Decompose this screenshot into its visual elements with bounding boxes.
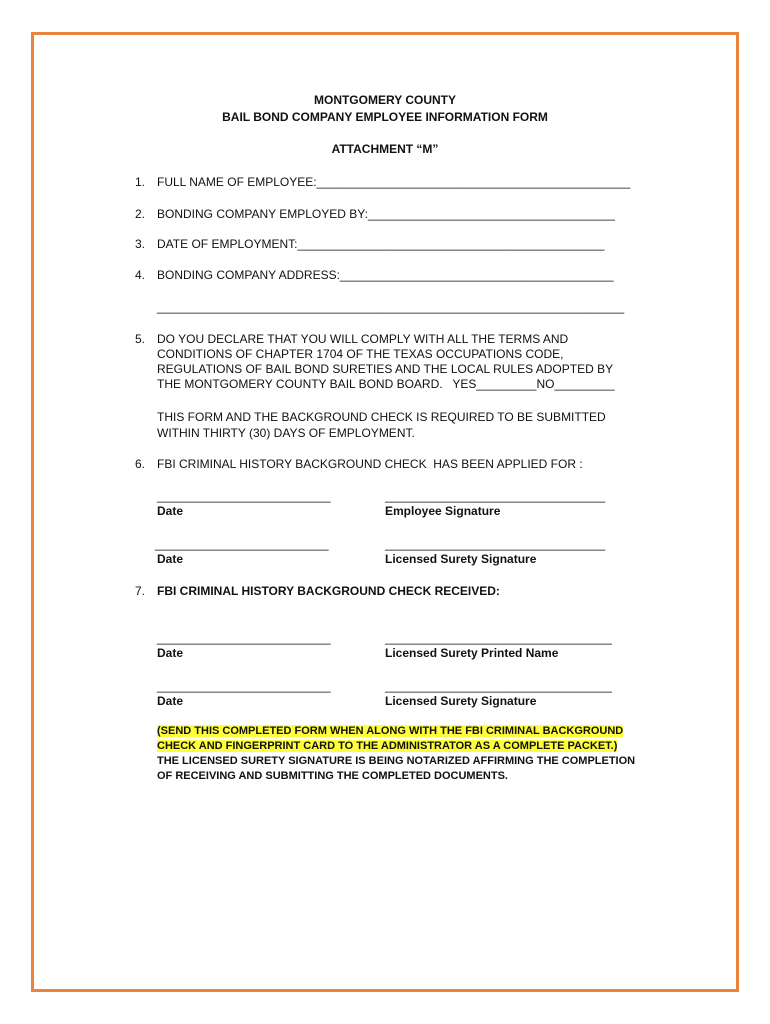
date-label: Date bbox=[157, 646, 184, 660]
fbi-applied-heading: FBI CRIMINAL HISTORY BACKGROUND CHECK HAS BEEN APPLIED FOR : bbox=[157, 457, 583, 471]
item-number: 5. bbox=[135, 332, 146, 346]
form-title: BAIL BOND COMPANY EMPLOYEE INFORMATION FORM bbox=[222, 110, 548, 124]
surety-printed-name-label: Licensed Surety Printed Name bbox=[385, 646, 559, 660]
declaration-yes-no[interactable]: THE MONTGOMERY COUNTY BAIL BOND BOARD. YES_________NO_________ bbox=[157, 377, 615, 391]
declaration-line: CONDITIONS OF CHAPTER 1704 OF THE TEXAS OCCUPATIONS CODE, bbox=[157, 347, 564, 361]
attachment-label: ATTACHMENT “M” bbox=[331, 142, 439, 156]
surety-signature-line[interactable]: __________________________________ bbox=[385, 679, 612, 693]
date-line[interactable]: __________________________ bbox=[155, 537, 329, 551]
date-line[interactable]: __________________________ bbox=[157, 489, 331, 503]
declaration-line: DO YOU DECLARE THAT YOU WILL COMPLY WITH ALL THE TERMS AND bbox=[157, 332, 569, 346]
fbi-received-heading: FBI CRIMINAL HISTORY BACKGROUND CHECK RECEIVED: bbox=[157, 584, 500, 598]
surety-name-line[interactable]: __________________________________ bbox=[385, 631, 612, 645]
bonding-company-field[interactable]: BONDING COMPANY EMPLOYED BY:_____________________________________ bbox=[157, 207, 615, 221]
company-address-line2[interactable]: ______________________________________________________________________ bbox=[157, 300, 625, 314]
employee-signature-line[interactable]: _________________________________ bbox=[385, 489, 606, 503]
company-address-field[interactable]: BONDING COMPANY ADDRESS:_________________________________________ bbox=[157, 268, 614, 282]
surety-signature-line[interactable]: _________________________________ bbox=[385, 537, 606, 551]
surety-signature-label: Licensed Surety Signature bbox=[385, 552, 537, 566]
employment-date-field[interactable]: DATE OF EMPLOYMENT:______________________________________________ bbox=[157, 237, 605, 251]
item-number: 7. bbox=[135, 584, 146, 598]
instruction-highlight bbox=[157, 739, 617, 754]
notice-line: WITHIN THIRTY (30) DAYS OF EMPLOYMENT. bbox=[157, 426, 415, 440]
item-number: 1. bbox=[135, 175, 146, 189]
notarized-note: THE LICENSED SURETY SIGNATURE IS BEING NOTARIZED AFFIRMING THE COMPLETION bbox=[157, 755, 636, 767]
date-line[interactable]: __________________________ bbox=[157, 679, 331, 693]
instruction-highlight-text: CHECK AND FINGERPRINT CARD TO THE ADMINISTRATOR AS A COMPLETE PACKET.) bbox=[157, 740, 618, 752]
employee-name-field[interactable]: FULL NAME OF EMPLOYEE:_______________________________________________ bbox=[157, 175, 631, 189]
date-label: Date bbox=[157, 694, 184, 708]
item-number: 2. bbox=[135, 207, 146, 221]
notarized-note: OF RECEIVING AND SUBMITTING THE COMPLETED DOCUMENTS. bbox=[157, 770, 508, 782]
date-line[interactable]: __________________________ bbox=[157, 631, 331, 645]
declaration-line: REGULATIONS OF BAIL BOND SURETIES AND THE LOCAL RULES ADOPTED BY bbox=[157, 362, 614, 376]
item-number: 6. bbox=[135, 457, 146, 471]
date-label: Date bbox=[157, 552, 184, 566]
item-number: 3. bbox=[135, 237, 146, 251]
date-label: Date bbox=[157, 504, 184, 518]
county-heading: MONTGOMERY COUNTY bbox=[313, 93, 456, 107]
notice-line: THIS FORM AND THE BACKGROUND CHECK IS REQUIRED TO BE SUBMITTED bbox=[157, 410, 606, 424]
employee-signature-label: Employee Signature bbox=[385, 504, 501, 518]
instruction-highlight-text: (SEND THIS COMPLETED FORM WHEN ALONG WITH THE FBI CRIMINAL BACKGROUND bbox=[157, 725, 624, 737]
item-number: 4. bbox=[135, 268, 146, 282]
surety-signature-label: Licensed Surety Signature bbox=[385, 694, 537, 708]
instruction-highlight bbox=[157, 724, 623, 739]
